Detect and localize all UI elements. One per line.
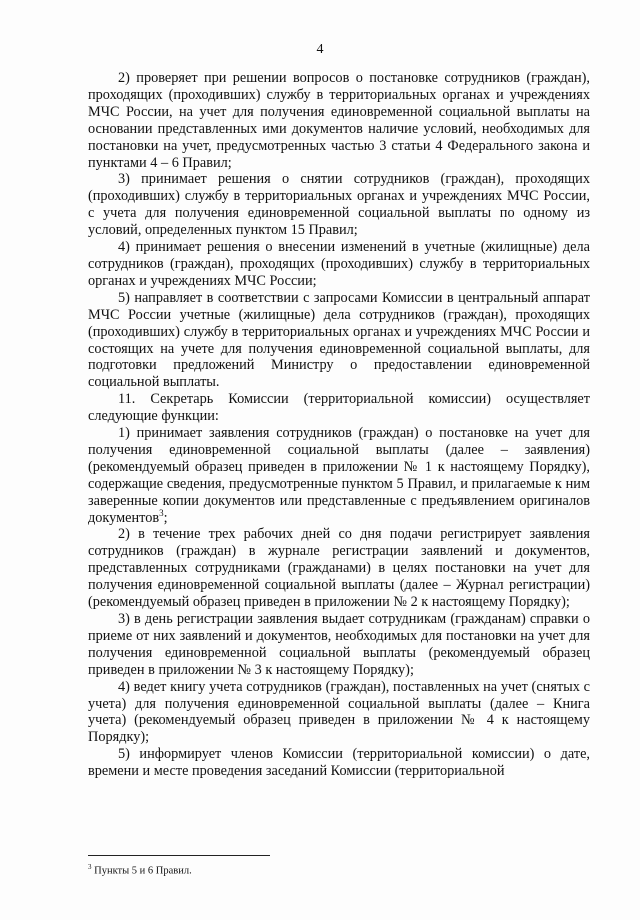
paragraph-clause-3: 3) принимает решения о снятии сотрудников (граждан), проходящих (проходивших) службу в территориальных органах и учреждениях МЧС России, с учета для получения единовременной социальной выплаты по одному из условий, определенных пунктом 15 Правил;	[88, 171, 590, 239]
paragraph-secretary-5: 5) информирует членов Комиссии (территориальной комиссии) о дате, времени и месте проведения заседаний Комиссии (территориальной	[88, 746, 590, 780]
footnote-number: 3	[88, 863, 92, 871]
paragraph-clause-4: 4) принимает решения о внесении изменений в учетные (жилищные) дела сотрудников (граждан), проходящих (проходивших) службу в территориальных органах и учреждениях МЧС России;	[88, 239, 590, 289]
footnote-text: Пункты 5 и 6 Правил.	[94, 865, 192, 877]
page-number: 4	[316, 42, 324, 57]
paragraph-section-11: 11. Секретарь Комиссии (территориальной комиссии) осуществляет следующие функции:	[88, 391, 590, 425]
paragraph-secretary-3: 3) в день регистрации заявления выдает сотрудникам (гражданам) справки о приеме от них заявлений и документов, необходимых для постановки на учет для получения единовременной социальной выплаты (рекомендуемый образец приведен в приложении № 3 к настоящему Порядку);	[88, 611, 590, 678]
footnote	[88, 863, 192, 877]
footnote-reference: 3	[159, 507, 164, 518]
document-body	[88, 70, 590, 780]
paragraph-secretary-1-tail: ;	[163, 509, 168, 526]
paragraph-clause-5: 5) направляет в соответствии с запросами Комиссии в центральный аппарат МЧС России учетные (жилищные) дела сотрудников (граждан), проходящих (проходивших) службу в территориальных органах и учреждениях МЧС России и состоящих на учете для получения единовременной социальной выплаты, для подготовки предложений Министру о предоставлении единовременной социальной выплаты.	[88, 289, 590, 391]
paragraph-secretary-1-text: 1) принимает заявления сотрудников (граждан) о постановке на учет для получения единовременной социальной выплаты (далее – заявления) (рекомендуемый образец приведен в приложении № 1 к настоящему Порядку), содержащие сведения, предусмотренные пунктом 5 Правил, и прилагаемые к ним заверенные копии документов или представленные с предъявлением оригиналов документов	[88, 425, 590, 526]
footnote-divider	[88, 855, 270, 856]
paragraph-secretary-4: 4) ведет книгу учета сотрудников (граждан), поставленных на учет (снятых с учета) для получения единовременной социальной выплаты (далее – Книга учета) (рекомендуемый образец приведен в приложении № 4 к настоящему Порядку);	[88, 678, 590, 746]
paragraph-clause-2: 2) проверяет при решении вопросов о постановке сотрудников (граждан), проходящих (проходивших) службу в территориальных органах и учреждениях МЧС России, на учет для получения единовременной социальной выплаты на основании представленных ими документов наличие условий, необходимых для постановки на учет, предусмотренных частью 3 статьи 4 Федерального закона и пунктами 4 – 6 Правил;	[88, 70, 590, 171]
paragraph-secretary-1	[88, 425, 590, 526]
paragraph-secretary-2: 2) в течение трех рабочих дней со дня подачи регистрирует заявления сотрудников (граждан) в журнале регистрации заявлений и документов, представленных сотрудниками (гражданами) в целях постановки на учет для получения единовременной социальной выплаты (далее – Журнал регистрации) (рекомендуемый образец приведен в приложении № 2 к настоящему Порядку);	[88, 526, 590, 611]
